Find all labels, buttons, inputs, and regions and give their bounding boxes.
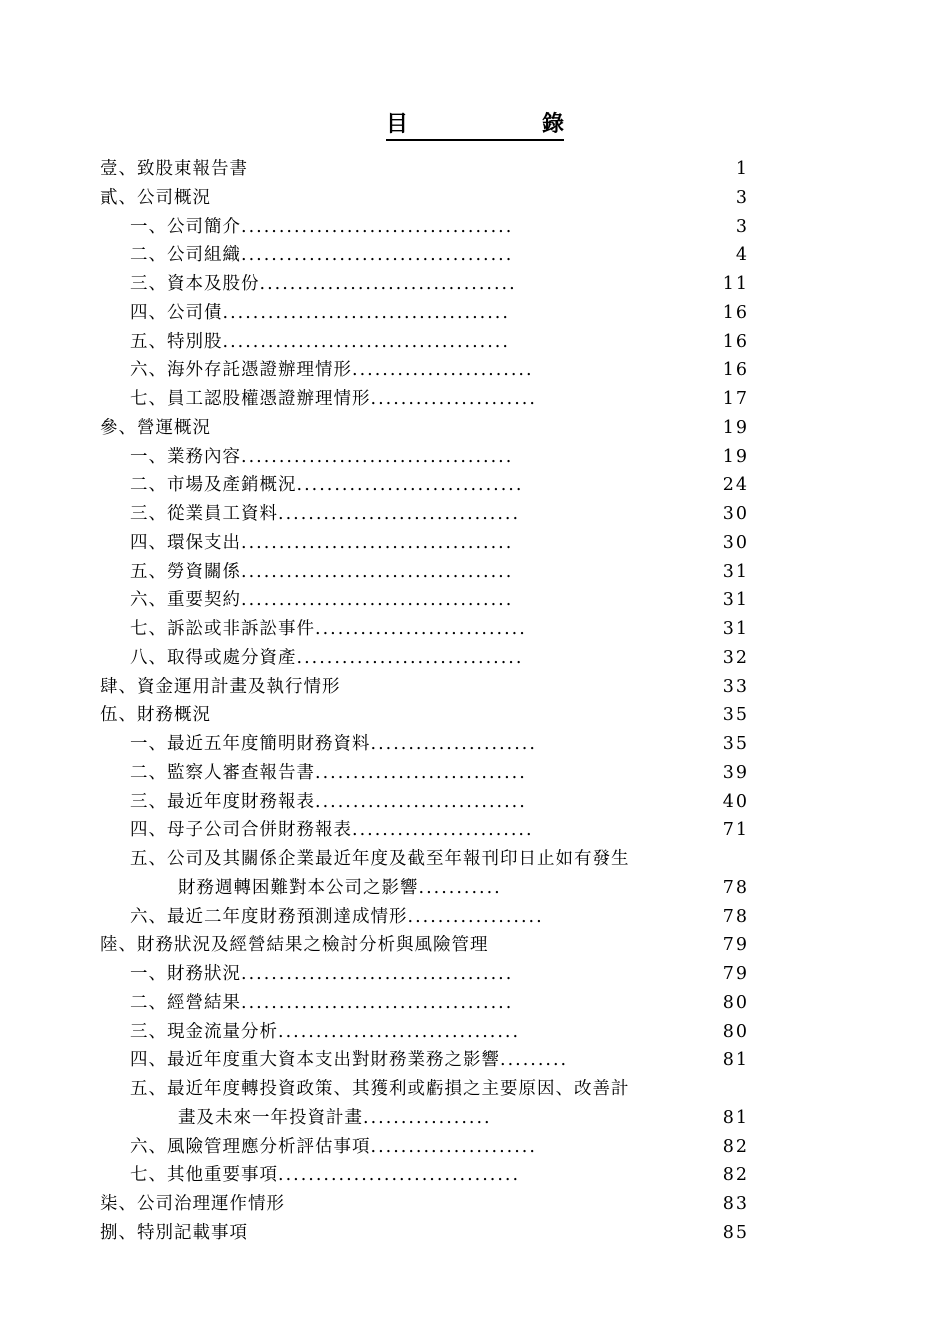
toc-page-number: 79 <box>722 935 749 956</box>
toc-leader-dots: ........................ <box>352 820 534 841</box>
toc-page-number: 71 <box>722 820 749 841</box>
toc-page-number: 30 <box>722 504 749 524</box>
toc-leader-dots: ............................ <box>315 762 527 783</box>
toc-entry[interactable] <box>0 989 950 1018</box>
toc-entry[interactable] <box>0 615 950 644</box>
toc-leader-dots: ........... <box>418 877 502 898</box>
toc-entry-text: 柒、公司治理運作情形 <box>100 1194 285 1214</box>
toc-entry-label <box>130 644 523 673</box>
toc-entry-text: 一、公司簡介 <box>130 216 241 237</box>
toc-entry[interactable] <box>0 500 950 529</box>
toc-entry[interactable] <box>0 1018 950 1047</box>
toc-entry-text: 五、最近年度轉投資政策、其獲利或虧損之主要原因、改善計 <box>130 1079 630 1099</box>
toc-page-number: 35 <box>722 734 749 754</box>
toc-entry-text: 三、最近年度財務報表 <box>130 791 315 812</box>
toc-entry[interactable] <box>0 299 950 328</box>
toc-page-number: 40 <box>722 791 749 812</box>
toc-leader-dots: .................................... <box>241 245 514 266</box>
toc-entry-label <box>100 155 248 184</box>
toc-page-number: 11 <box>722 274 749 294</box>
toc-leader-dots: ............................ <box>315 619 527 639</box>
toc-entry[interactable] <box>0 903 950 932</box>
toc-entry-text: 捌、特別記載事項 <box>100 1222 248 1243</box>
toc-entry-text: 六、風險管理應分析評估事項 <box>130 1136 371 1157</box>
toc-page-number: 3 <box>735 216 749 237</box>
toc-leader-dots: .................................... <box>241 216 514 237</box>
toc-entry-label <box>100 1219 248 1248</box>
toc-entry[interactable] <box>0 471 950 500</box>
toc-entry-text: 壹、致股東報告書 <box>100 159 248 179</box>
toc-page-number: 32 <box>722 647 749 668</box>
toc-entry-label <box>130 213 513 242</box>
toc-entry-label <box>130 299 510 328</box>
toc-entry-label <box>130 788 527 817</box>
toc-entry-text: 貳、公司概況 <box>100 187 211 208</box>
toc-page-number: 33 <box>722 676 749 697</box>
toc-entry-label <box>130 816 534 845</box>
toc-leader-dots: ...................... <box>370 389 537 409</box>
toc-entry-label <box>178 1104 492 1133</box>
toc-page-number: 79 <box>722 964 749 984</box>
toc-page-number: 81 <box>722 1107 749 1128</box>
toc-entry-label <box>130 960 513 989</box>
toc-page-number: 16 <box>722 302 749 323</box>
toc-page-number: 35 <box>722 705 749 726</box>
toc-entry[interactable] <box>0 1219 950 1248</box>
toc-page-number: 30 <box>722 532 749 553</box>
toc-entry[interactable] <box>0 558 950 587</box>
toc-leader-dots: .................................... <box>241 590 514 611</box>
toc-entry-label <box>100 673 341 702</box>
toc-entry[interactable] <box>0 1075 950 1104</box>
toc-entry-text: 三、資本及股份 <box>130 274 260 294</box>
toc-page-number: 1 <box>735 159 749 179</box>
toc-page-number: 16 <box>722 331 749 352</box>
toc-entry-label <box>130 1161 520 1190</box>
toc-entry[interactable] <box>0 701 950 730</box>
toc-page-number: 81 <box>722 1050 749 1071</box>
toc-entry-label <box>178 874 502 903</box>
toc-page-number: 24 <box>722 475 749 496</box>
toc-entry[interactable] <box>0 1104 950 1133</box>
toc-entry-label <box>130 356 534 385</box>
toc-page-number: 82 <box>722 1136 749 1157</box>
toc-page-number: 78 <box>722 877 749 898</box>
toc-entry-label <box>100 931 489 960</box>
toc-entry-label <box>130 241 513 270</box>
toc-entry-label <box>130 1075 630 1104</box>
toc-entry-label <box>100 1190 285 1219</box>
toc-entry-label <box>130 586 513 615</box>
toc-page-number: 17 <box>722 389 749 409</box>
toc-page-number: 16 <box>722 360 749 381</box>
toc-page-number: 31 <box>722 561 749 582</box>
toc-entry[interactable] <box>0 414 950 443</box>
toc-entry[interactable] <box>0 1046 950 1075</box>
toc-entry-label <box>130 385 537 414</box>
toc-entry[interactable] <box>0 931 950 960</box>
toc-entry-text: 四、環保支出 <box>130 532 241 553</box>
toc-page-number: 83 <box>722 1194 749 1214</box>
toc-page-number: 82 <box>722 1165 749 1186</box>
toc-entry-label <box>130 471 523 500</box>
toc-entry[interactable] <box>0 529 950 558</box>
toc-entry[interactable] <box>0 960 950 989</box>
toc-page-number: 19 <box>722 417 749 438</box>
toc-entry-text: 財務週轉困難對本公司之影響 <box>178 877 419 898</box>
toc-entry-label <box>130 500 520 529</box>
toc-entry-label <box>130 270 517 299</box>
toc-entry[interactable] <box>0 328 950 357</box>
toc-entry[interactable] <box>0 673 950 702</box>
toc-entry[interactable] <box>0 759 950 788</box>
toc-entry-text: 伍、財務概況 <box>100 705 211 726</box>
toc-entry-label <box>130 443 513 472</box>
toc-entry-label <box>130 989 513 1018</box>
toc-leader-dots: .................................. <box>259 274 517 294</box>
toc-entry[interactable] <box>0 443 950 472</box>
toc-entry-text: 四、母子公司合併財務報表 <box>130 820 352 841</box>
toc-entry[interactable] <box>0 385 950 414</box>
toc-entry[interactable] <box>0 241 950 270</box>
toc-page-number: 39 <box>722 762 749 783</box>
toc-entry-text: 七、其他重要事項 <box>130 1165 278 1186</box>
toc-entry-text: 七、訴訟或非訴訟事件 <box>130 619 315 639</box>
toc-entry-label <box>130 558 513 587</box>
toc-leader-dots: ........................ <box>352 360 534 381</box>
toc-entry[interactable] <box>0 356 950 385</box>
toc-leader-dots: .................................... <box>241 532 514 553</box>
toc-entry[interactable] <box>0 270 950 299</box>
toc-entry-text: 二、市場及產銷概況 <box>130 475 297 496</box>
toc-entry-text: 五、公司及其關係企業最近年度及截至年報刊印日止如有發生 <box>130 849 630 869</box>
toc-entry-text: 五、特別股 <box>130 331 223 352</box>
toc-page-number: 4 <box>735 245 749 266</box>
title-char-2: 錄 <box>541 111 564 137</box>
toc-leader-dots: .............................. <box>296 647 524 668</box>
toc-leader-dots: ................. <box>363 1107 492 1128</box>
toc-entry-text: 三、從業員工資料 <box>130 504 278 524</box>
toc-leader-dots: ................................ <box>278 1021 521 1042</box>
toc-leader-dots: ...................................... <box>222 302 510 323</box>
toc-entry-text: 一、最近五年度簡明財務資料 <box>130 734 371 754</box>
toc-entry-text: 六、重要契約 <box>130 590 241 611</box>
toc-entry[interactable] <box>0 1161 950 1190</box>
toc-entry-text: 一、業務內容 <box>130 446 241 467</box>
toc-entry[interactable] <box>0 1133 950 1162</box>
toc-leader-dots: ...................... <box>370 1136 537 1157</box>
toc-leader-dots: ................................ <box>278 1165 521 1186</box>
toc-entry-label <box>100 414 211 443</box>
toc-page-number: 19 <box>722 446 749 467</box>
toc-leader-dots: ...................................... <box>222 331 510 352</box>
toc-entry-text: 三、現金流量分析 <box>130 1021 278 1042</box>
toc-page-number: 80 <box>722 1021 749 1042</box>
toc-leader-dots: .................................... <box>241 992 514 1013</box>
toc-leader-dots: ...................... <box>370 734 537 754</box>
toc-page-number: 31 <box>722 590 749 611</box>
toc-page-number: 85 <box>722 1222 749 1243</box>
toc-entry-text: 二、公司組織 <box>130 245 241 266</box>
toc-page-number: 31 <box>722 619 749 639</box>
toc-entry-label <box>130 730 537 759</box>
toc-entry[interactable] <box>0 816 950 845</box>
toc-entry-text: 四、最近年度重大資本支出對財務業務之影響 <box>130 1050 500 1071</box>
toc-leader-dots: .................................... <box>241 964 514 984</box>
toc-leader-dots: .................................... <box>241 446 514 467</box>
toc-entry-text: 八、取得或處分資產 <box>130 647 297 668</box>
page-title <box>386 110 564 141</box>
toc-entry[interactable] <box>0 874 950 903</box>
toc-leader-dots: ............................ <box>315 791 527 812</box>
toc-entry[interactable] <box>0 184 950 213</box>
toc-leader-dots: ................................ <box>278 504 521 524</box>
toc-entry[interactable] <box>0 1190 950 1219</box>
toc-entry[interactable] <box>0 644 950 673</box>
toc-leader-dots: .................. <box>407 906 544 927</box>
toc-leader-dots: .............................. <box>296 475 524 496</box>
toc-page-number: 3 <box>735 187 749 208</box>
toc-entry-text: 陸、財務狀況及經營結果之檢討分析與風險管理 <box>100 935 489 956</box>
toc-entry-label <box>130 1018 520 1047</box>
toc-leader-dots: ......... <box>500 1050 569 1071</box>
toc-entry-text: 二、經營結果 <box>130 992 241 1013</box>
toc-entry-label <box>130 1133 537 1162</box>
toc-entry[interactable] <box>0 730 950 759</box>
toc-entry[interactable] <box>0 788 950 817</box>
toc-entry-text: 畫及未來一年投資計畫 <box>178 1107 363 1128</box>
toc-leader-dots: .................................... <box>241 561 514 582</box>
toc-entry[interactable] <box>0 213 950 242</box>
toc-entry-text: 七、員工認股權憑證辦理情形 <box>130 389 371 409</box>
toc-entry-label <box>130 328 510 357</box>
toc-entry[interactable] <box>0 845 950 874</box>
toc-entry[interactable] <box>0 155 950 184</box>
table-of-contents <box>0 155 950 1248</box>
toc-entry[interactable] <box>0 586 950 615</box>
toc-entry-label <box>130 1046 568 1075</box>
toc-entry-label <box>100 184 211 213</box>
toc-page-number: 78 <box>722 906 749 927</box>
toc-entry-text: 四、公司債 <box>130 302 223 323</box>
toc-entry-text: 六、海外存託憑證辦理情形 <box>130 360 352 381</box>
toc-entry-text: 五、勞資關係 <box>130 561 241 582</box>
toc-page-number: 80 <box>722 992 749 1013</box>
title-char-1: 目 <box>386 111 409 137</box>
toc-entry-label <box>130 529 513 558</box>
toc-entry-label <box>130 759 527 788</box>
toc-entry-text: 參、營運概況 <box>100 417 211 438</box>
toc-entry-label <box>130 845 630 874</box>
toc-entry-label <box>100 701 211 730</box>
toc-entry-text: 一、財務狀況 <box>130 964 241 984</box>
toc-entry-label <box>130 903 544 932</box>
toc-entry-text: 二、監察人審查報告書 <box>130 762 315 783</box>
toc-entry-label <box>130 615 527 644</box>
toc-entry-text: 六、最近二年度財務預測達成情形 <box>130 906 408 927</box>
toc-entry-text: 肆、資金運用計畫及執行情形 <box>100 676 341 697</box>
